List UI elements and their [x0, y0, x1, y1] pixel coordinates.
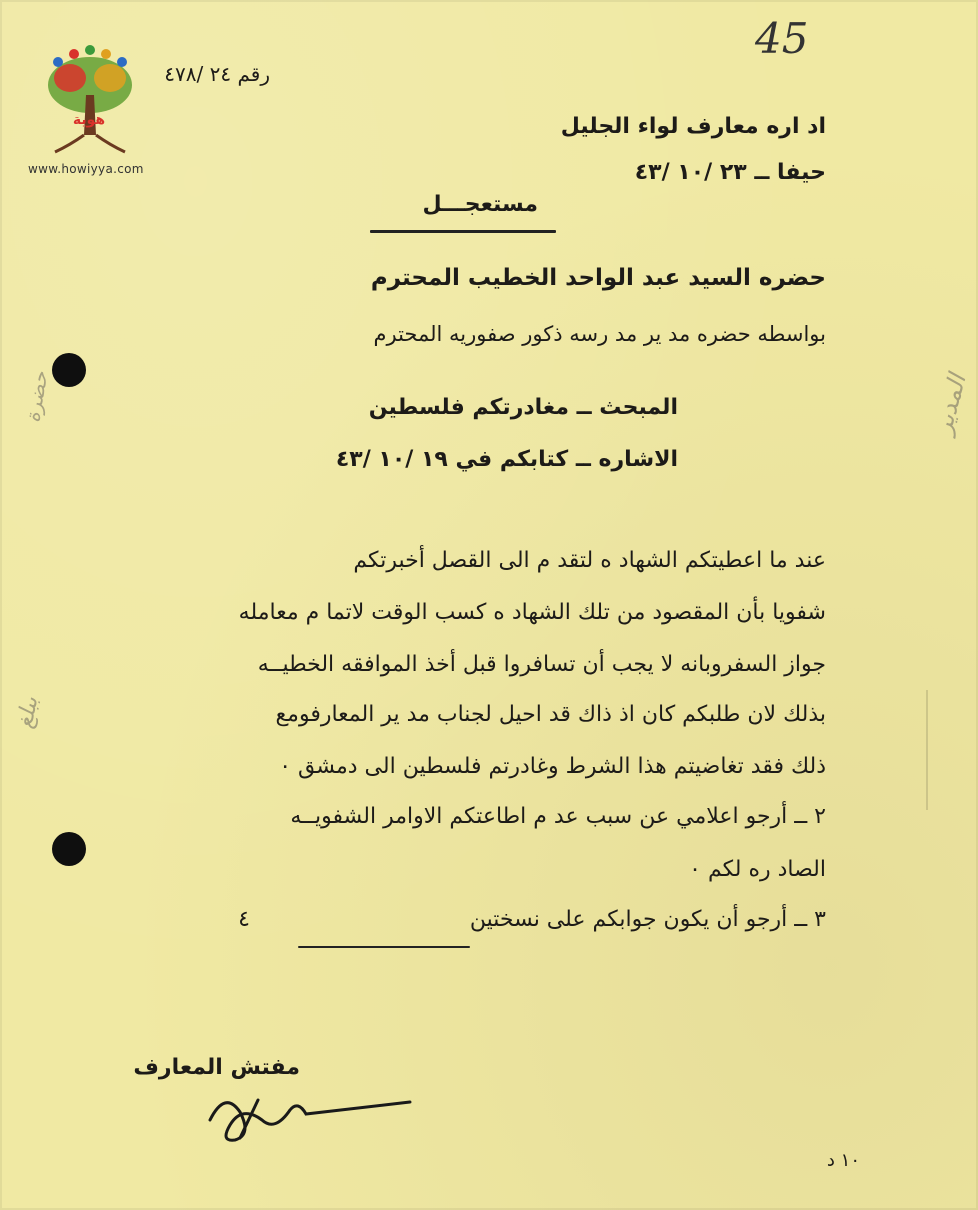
item3-underline: [298, 946, 470, 948]
recipient-name: حضره السيد عبد الواحد الخطيب المحترم: [370, 265, 826, 291]
body-line-2: شفويا بأن المقصود من تلك الشهاد ه كسب الوقت لاتما م معامله: [238, 600, 826, 625]
issuing-office: اد اره معارف لواء الجليل: [560, 114, 826, 139]
punch-hole-bottom: [52, 832, 86, 866]
footer-code: ١٠ د: [826, 1150, 860, 1171]
reference-line: الاشاره ــ كتابكم في ١٩ /١٠ /٤٣: [335, 447, 678, 472]
body-line-8: ٣ ــ أرجو أن يكون جوابكم على نسختين: [469, 907, 826, 932]
body-line-4: بذلك لان طلبكم كان اذ ذاك قد احيل لجناب مد ير المعارفومع: [275, 702, 826, 727]
watermark-site[interactable]: www.howiyya.com: [28, 162, 144, 176]
margin-line: [926, 690, 928, 810]
body-line-3: جواز السفروبانه لا يجب أن تسافروا قبل أخذ الموافقه الخطيــه: [257, 652, 826, 677]
margin-note-1: حضرة: [20, 369, 53, 425]
watermark-logo: [40, 40, 140, 160]
reference-number: رقم ٢٤ /٤٧٨: [164, 62, 270, 86]
urgent-underline: [370, 230, 556, 233]
watermark-logo-text: هوية: [72, 112, 106, 128]
item3-mark: ٤: [238, 907, 250, 932]
signature: [180, 1080, 420, 1150]
place-date: حيفا ــ ٢٣ /١٠ /٤٣: [634, 160, 826, 185]
urgent-label: مستعجـــل: [422, 192, 538, 217]
body-line-1: عند ما اعطيتكم الشهاد ه لتقد م الى القصل أخبرتكم: [353, 548, 826, 573]
margin-note-3: ببلغ: [12, 694, 44, 731]
body-line-7: الصاد ره لكم ٠: [689, 857, 826, 882]
tree-icon: [40, 40, 140, 160]
body-line-6: ٢ ــ أرجو اعلامي عن سبب عد م اطاعتكم الاوامر الشفويــه: [290, 804, 826, 829]
margin-note-2: المدير: [928, 371, 972, 437]
punch-hole-top: [52, 353, 86, 387]
signature-title: مفتش المعارف: [133, 1055, 300, 1080]
page-number: 45: [755, 14, 809, 63]
body-line-5: ذلك فقد تغاضيتم هذا الشرط وغادرتم فلسطين الى دمشق ٠: [279, 754, 826, 779]
subject-line: المبحث ــ مغادرتكم فلسطين: [368, 395, 678, 420]
recipient-via: بواسطه حضره مد ير مد رسه ذكور صفوريه المحترم: [373, 322, 826, 346]
